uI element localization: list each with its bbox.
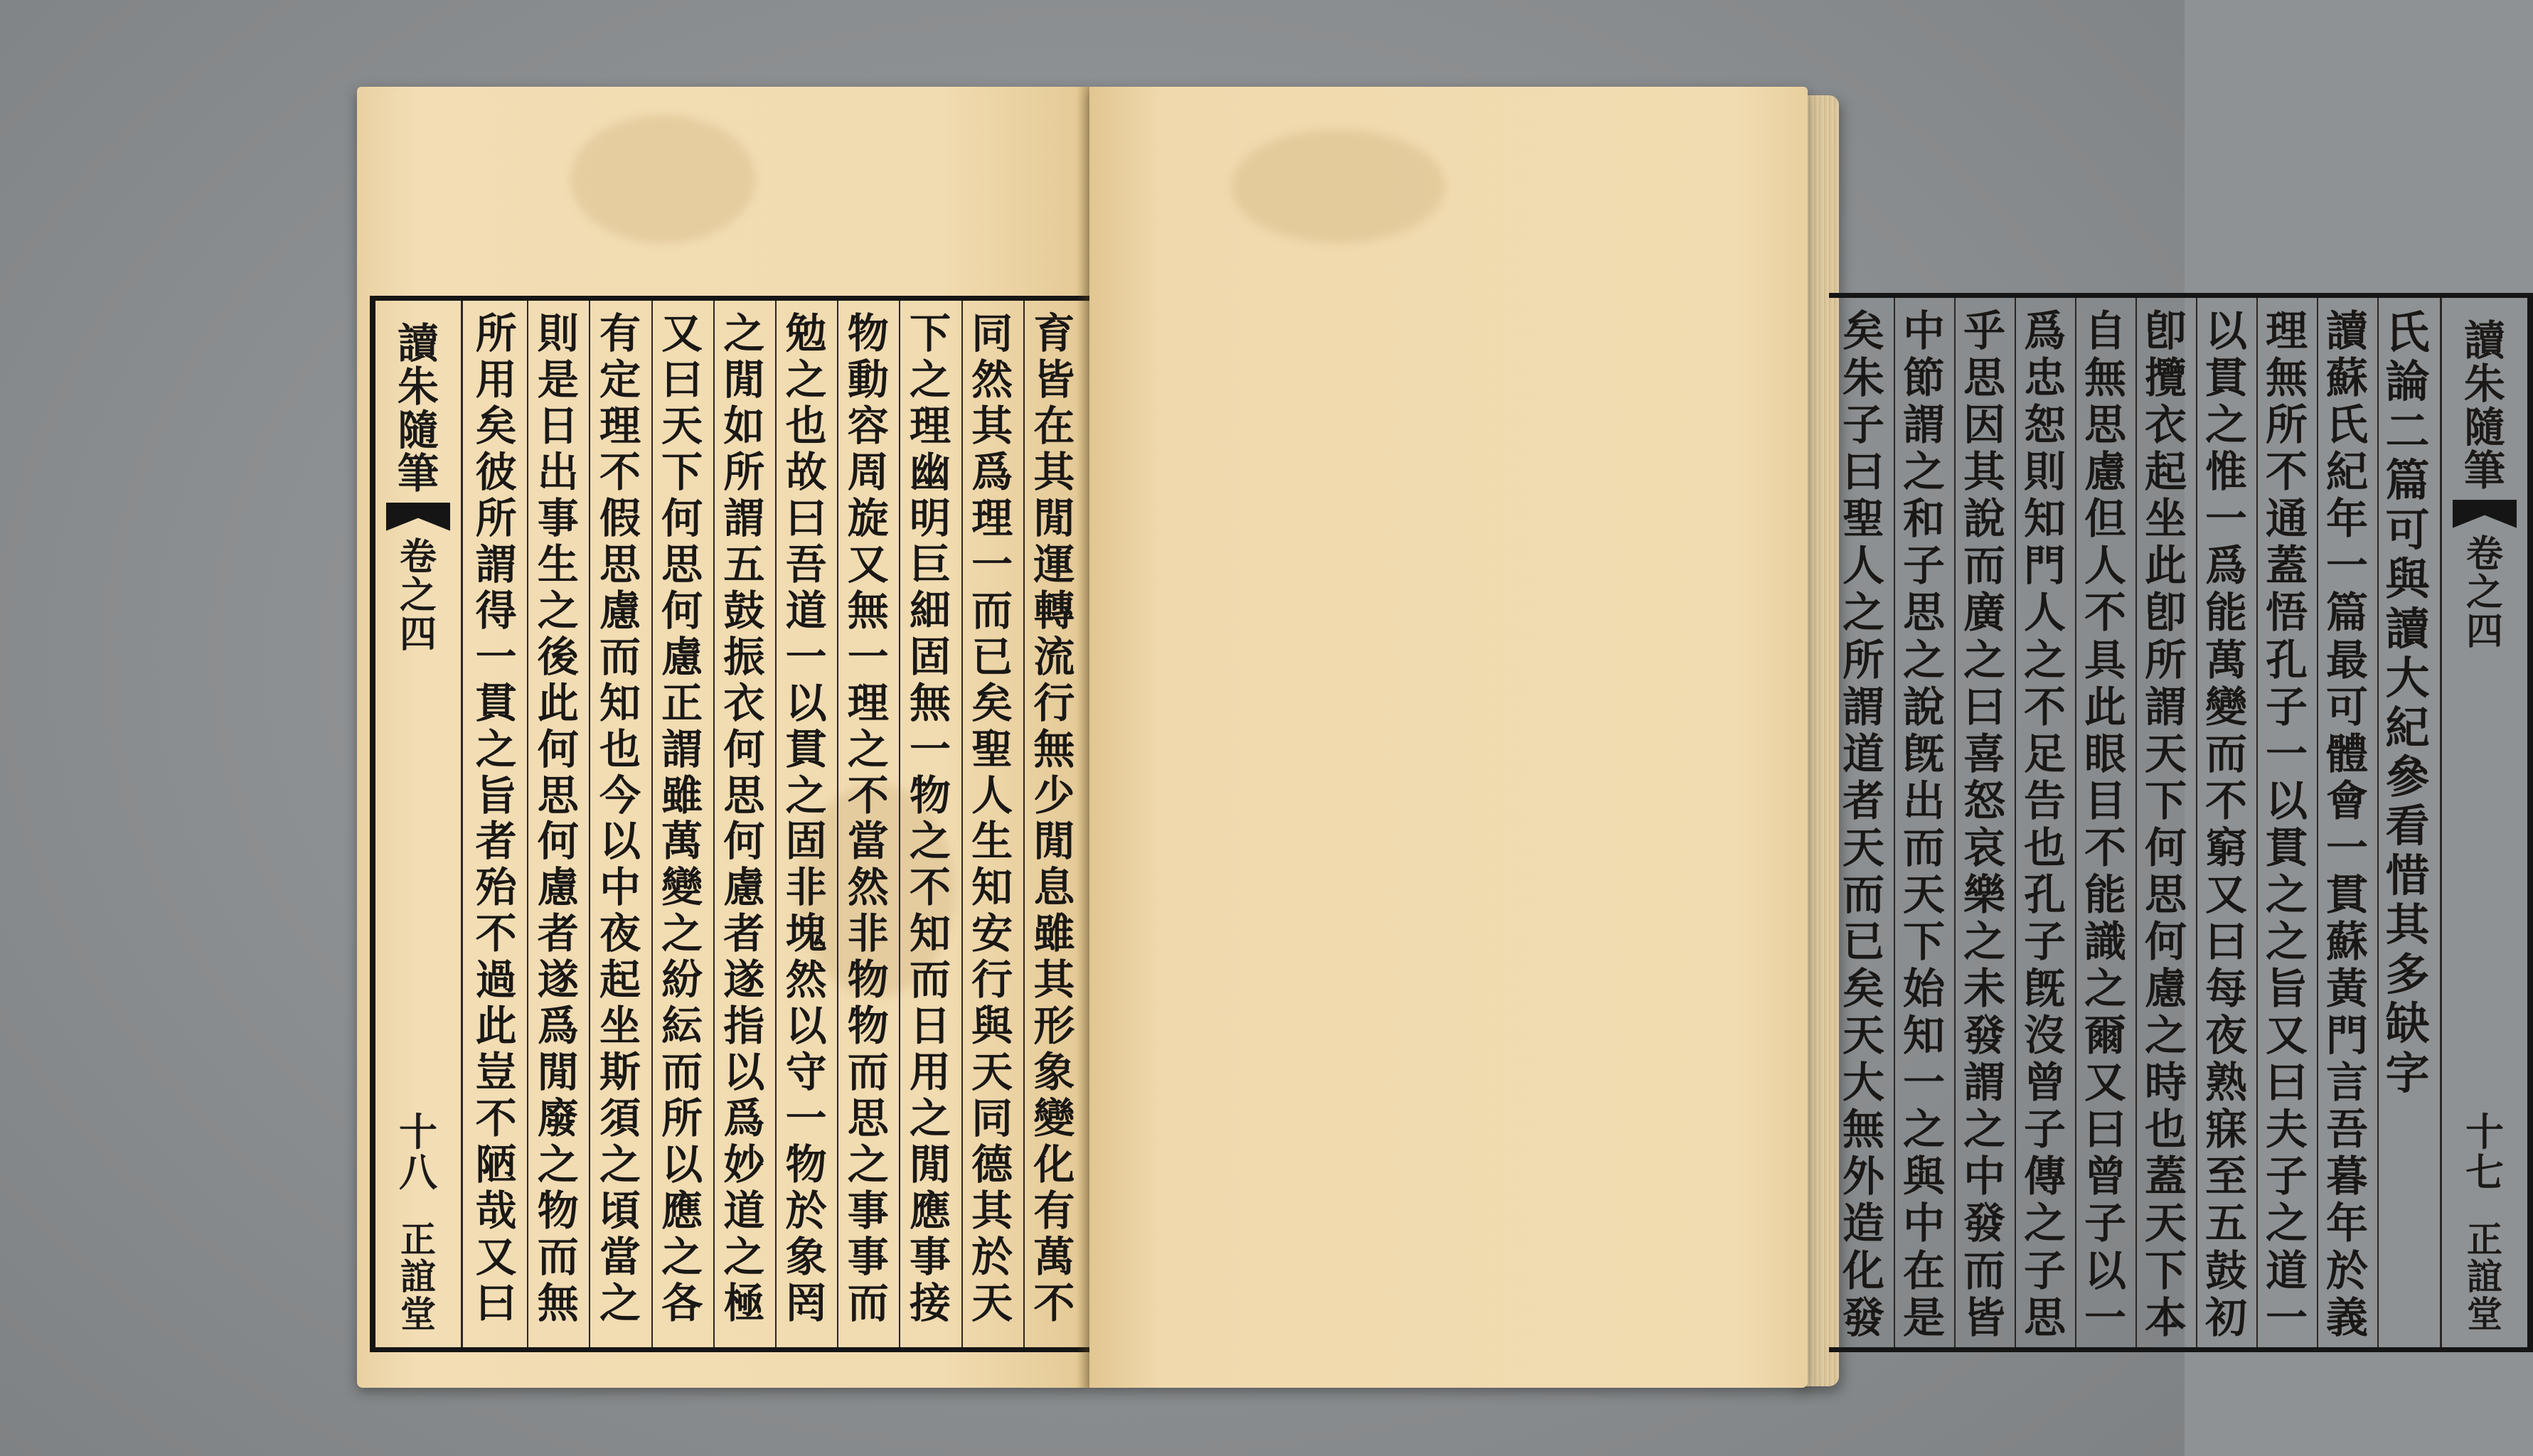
- column-rule: [527, 301, 528, 1347]
- volume-label-left: 卷 之 四: [399, 535, 437, 656]
- column-rule: [1954, 298, 1956, 1347]
- column-rule: [1894, 298, 1895, 1347]
- text-column: 卽 攬 衣 起 坐 此 卽 所 謂 天 下 何 思 何 慮 之 時 也 蓋 天 下 本: [2144, 306, 2187, 1342]
- column-rule: [461, 301, 463, 1347]
- left-print-frame: [370, 296, 1089, 1352]
- open-book: [357, 87, 2505, 1402]
- text-column: 矣 朱 子 曰 聖 人 之 所 謂 道 者 天 而 已 矣 天 大 無 外 造 化 發: [1842, 306, 1884, 1342]
- text-column: 乎 思 因 其 說 而 廣 之 曰 喜 怒 哀 樂 之 未 發 謂 之 中 發 而 皆: [1963, 306, 2005, 1342]
- paper-stain: [570, 115, 755, 243]
- text-column: 爲 忠 恕 則 知 門 人 之 不 足 告 也 孔 子 旣 沒 曾 子 傳 之 子 思: [2023, 306, 2066, 1342]
- book-title-left: 讀 朱 隨 筆: [397, 319, 439, 498]
- fishtail-mark-left: [386, 503, 450, 531]
- right-page-heart: [2442, 298, 2527, 1347]
- column-rule: [2256, 298, 2258, 1347]
- column-rule: [775, 301, 777, 1347]
- text-column: 勉 之 也 故 曰 吾 道 一 以 貫 之 固 非 塊 然 以 守 一 物 於 象 罔: [785, 309, 827, 1328]
- text-column: 又 曰 天 下 何 思 何 慮 正 謂 雖 萬 變 之 紛 紜 而 所 以 應 之 各: [661, 309, 703, 1328]
- column-rule: [2135, 298, 2137, 1347]
- right-leaf: [1089, 87, 2505, 1388]
- text-column: 所 用 矣 彼 所 謂 得 一 貫 之 旨 者 殆 不 過 此 豈 不 陋 哉 又 曰: [475, 309, 517, 1328]
- left-leaf: [357, 87, 1089, 1388]
- text-column: 中 節 謂 之 和 子 思 之 說 旣 出 而 天 下 始 知 一 之 與 中 在 是: [1902, 306, 1945, 1342]
- text-column: 有 定 理 不 假 思 慮 而 知 也 今 以 中 夜 起 坐 斯 須 之 頃 當 之: [599, 309, 641, 1328]
- right-print-frame: [1829, 293, 2533, 1352]
- text-column: 自 無 思 慮 但 人 不 具 此 眼 目 不 能 識 之 爾 又 曰 曾 子 以 一: [2084, 306, 2126, 1342]
- publisher-hall-right: 正 誼 堂: [2467, 1218, 2502, 1335]
- text-column: 之 閒 如 所 謂 五 鼓 振 衣 何 思 何 慮 者 遂 指 以 爲 妙 道 之 極: [723, 309, 765, 1328]
- paper-stain: [1232, 129, 1445, 243]
- left-page-heart: [375, 301, 461, 1347]
- text-column: 同 然 其 爲 理 一 而 已 矣 聖 人 生 知 安 行 與 天 同 德 其 於 天: [971, 309, 1013, 1328]
- text-column: 氏 論 二 篇 可 與 讀 大 紀 參 看 惜 其 多 缺 字: [2385, 306, 2430, 1099]
- column-rule: [651, 301, 653, 1347]
- column-rule: [837, 301, 838, 1347]
- column-rule: [2377, 298, 2379, 1347]
- column-rule: [713, 301, 715, 1347]
- text-column: 理 無 所 不 通 蓋 悟 孔 子 一 以 貫 之 之 旨 又 曰 夫 子 之 道 一: [2265, 306, 2308, 1342]
- text-column: 讀 蘇 氏 紀 年 一 篇 最 可 體 會 一 貫 蘇 黃 門 言 吾 暮 年 於 義: [2325, 306, 2368, 1342]
- column-rule: [961, 301, 963, 1347]
- column-rule: [2440, 298, 2442, 1347]
- column-rule: [2196, 298, 2197, 1347]
- column-rule: [2317, 298, 2318, 1347]
- text-column: 以 貫 之 惟 一 爲 能 萬 變 而 不 窮 又 曰 每 夜 熟 寐 至 五 鼓 初: [2204, 306, 2247, 1342]
- book-title-right: 讀 朱 隨 筆: [2463, 316, 2505, 495]
- column-rule: [2015, 298, 2016, 1347]
- text-column: 則 是 日 出 事 生 之 後 此 何 思 何 慮 者 遂 爲 閒 廢 之 物 而 無: [537, 309, 579, 1328]
- volume-label-right: 卷 之 四: [2465, 532, 2503, 653]
- column-rule: [899, 301, 900, 1347]
- fishtail-mark-right: [2453, 500, 2517, 528]
- publisher-hall-left: 正 誼 堂: [400, 1218, 436, 1335]
- text-column: 物 動 容 周 旋 又 無 一 理 之 不 當 然 非 物 物 而 思 之 事 事 而: [847, 309, 889, 1328]
- text-column: 育 皆 在 其 閒 運 轉 流 行 無 少 閒 息 雖 其 形 象 變 化 有 萬 不: [1033, 309, 1075, 1328]
- column-rule: [589, 301, 590, 1347]
- column-rule: [1023, 301, 1025, 1347]
- page-number-left: 十 八: [399, 1109, 437, 1195]
- column-rule: [2075, 298, 2076, 1347]
- page-number-right: 十 七: [2465, 1109, 2504, 1195]
- text-column: 下 之 理 幽 明 巨 細 固 無 一 物 之 不 知 而 日 用 之 閒 應 事 接: [909, 309, 951, 1328]
